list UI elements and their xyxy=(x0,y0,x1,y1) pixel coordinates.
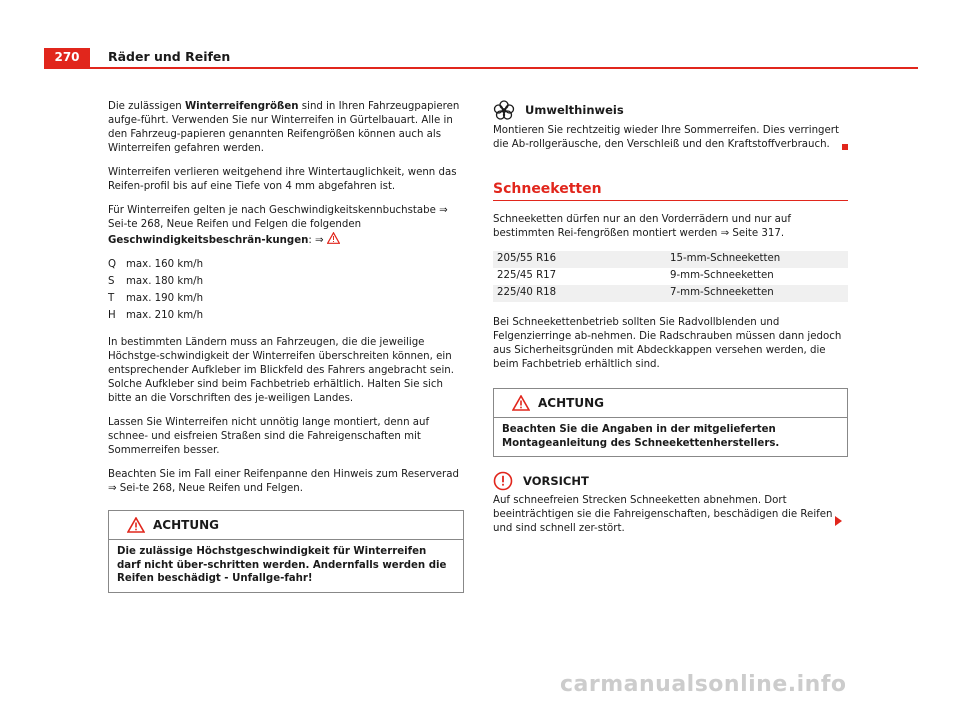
warning-triangle-icon xyxy=(127,517,145,533)
speed-letter: S xyxy=(108,276,115,287)
section-end-marker xyxy=(842,144,848,150)
header-rule xyxy=(44,67,918,69)
snow-chain-table xyxy=(493,251,848,302)
caution-header xyxy=(493,471,848,491)
chain-type: 9-mm-Schneeketten xyxy=(670,270,774,281)
text-run: : ⇒ xyxy=(308,235,327,246)
tire-size: 205/55 R16 xyxy=(493,251,666,268)
warning-text: Beachten Sie die Angaben in der mitgelieferten Montageanleitung des Schneekettenherstellers. xyxy=(494,417,847,456)
paragraph-sticker: In bestimmten Ländern muss an Fahrzeugen, die die jeweilige Höchstge-schwindigkeit der Winterreifen überschreiten können, ein entsprechender Aufkleber im Blickfeld des Fahrers angebracht sein. Solche Aufkleber sind beim Fachbetrieb erhältlich. Halten Sie sich bitte an die Vorschriften des je-weiligen Landes. xyxy=(108,337,454,404)
left-column xyxy=(108,100,464,593)
chain-row xyxy=(493,285,848,302)
chain-type: 7-mm-Schneeketten xyxy=(666,285,848,302)
paragraph-spare-wheel: Beachten Sie im Fall einer Reifenpanne den Hinweis zum Reserverad ⇒ Sei-te 268, Neue Reifen und Felgen. xyxy=(108,469,459,494)
tire-size: 225/45 R17 xyxy=(497,270,557,281)
speed-row xyxy=(108,292,203,309)
speed-limit-table xyxy=(108,258,203,326)
text-run: Für Winterreifen gelten je nach Geschwindigkeitskennbuchstabe ⇒ Sei-te 268, Neue Reifen und Felgen die folgenden xyxy=(108,205,448,230)
caution-text: Auf schneefreien Strecken Schneeketten abnehmen. Dort beeinträchtigen sie die Fahreigenschaften, beschädigen die Reifen und sind schnell zer-stört. xyxy=(493,495,833,534)
warning-title: ACHTUNG xyxy=(153,518,219,532)
speed-letter: Q xyxy=(108,259,117,270)
speed-row xyxy=(108,275,203,292)
caution-title: VORSICHT xyxy=(523,474,589,488)
warning-box xyxy=(493,388,848,457)
warning-header xyxy=(494,389,847,417)
chain-type: 15-mm-Schneeketten xyxy=(666,251,848,268)
right-column xyxy=(493,100,848,536)
exclamation-circle-icon xyxy=(493,471,513,491)
text-run: Die zulässigen xyxy=(108,101,185,112)
speed-letter: T xyxy=(108,293,115,304)
chain-row xyxy=(493,268,848,285)
paragraph-winter-sizes xyxy=(108,100,464,156)
text-run: sind in Ihren Fahrzeugpapieren aufge-führt. Verwenden Sie nur Winterreifen in Gürtelbauart. Alle in den Fahrzeug-papieren genannten Reifengrößen können auch als Winterreifen gefahren werden. xyxy=(108,101,460,154)
paragraph-summer-tires: Lassen Sie Winterreifen nicht unnötig lange montiert, denn auf schnee- und eisfreien Straßen sind die Fahreigenschaften mit Sommerreifen besser. xyxy=(108,417,430,456)
paragraph-chain-intro: Schneeketten dürfen nur an den Vorderrädern und nur auf bestimmten Rei-fengrößen montiert werden ⇒ Seite 317. xyxy=(493,214,791,239)
bold-term: Winterreifengrößen xyxy=(184,101,299,112)
section-heading-schneeketten: Schneeketten xyxy=(493,182,848,201)
watermark: carmanualsonline.info xyxy=(560,672,847,697)
warning-box xyxy=(108,510,464,593)
warning-triangle-icon xyxy=(512,395,530,411)
paragraph-speed-rating xyxy=(108,204,464,248)
tire-size: 225/40 R18 xyxy=(493,285,666,302)
speed-value: max. 210 km/h xyxy=(126,310,204,321)
environment-note-text: Montieren Sie rechtzeitig wieder Ihre Sommerreifen. Dies verringert die Ab-rollgeräusche, den Verschleiß und den Kraftstoffverbrauch. xyxy=(493,125,839,150)
environment-note-header xyxy=(493,100,848,120)
bold-term: Geschwindigkeitsbeschrän-kungen xyxy=(108,235,309,246)
continue-arrow-icon xyxy=(835,516,842,526)
speed-value: max. 160 km/h xyxy=(126,259,204,270)
warning-text: Die zulässige Höchstgeschwindigkeit für Winterreifen darf nicht über-schritten werden. Andernfalls werden die Reifen beschädigt - Unfallge-fahr! xyxy=(109,539,463,592)
chain-row xyxy=(493,251,848,268)
warning-header xyxy=(109,511,463,539)
page-title: Räder und Reifen xyxy=(108,49,231,64)
paragraph-tread-depth: Winterreifen verlieren weitgehend ihre Wintertauglichkeit, wenn das Reifen-profil bis auf eine Tiefe von 4 mm abgefahren ist. xyxy=(108,167,457,192)
paragraph-chain-operation: Bei Schneekettenbetrieb sollten Sie Radvollblenden und Felgenzierringe ab-nehmen. Die Radschrauben müssen dann jedoch aus Sicherheitsgründen mit Abdeckkappen versehen werden, die beim Fachbetrieb erhältlich sind. xyxy=(493,317,842,370)
speed-value: max. 190 km/h xyxy=(126,293,204,304)
speed-row xyxy=(108,309,203,326)
environment-note-title: Umwelthinweis xyxy=(525,103,624,117)
speed-row xyxy=(108,258,203,275)
speed-value: max. 180 km/h xyxy=(126,276,204,287)
speed-letter: H xyxy=(108,310,116,321)
flower-icon xyxy=(493,100,515,120)
warning-title: ACHTUNG xyxy=(538,396,604,410)
page-number: 270 xyxy=(44,48,90,67)
warning-triangle-icon xyxy=(327,232,340,244)
